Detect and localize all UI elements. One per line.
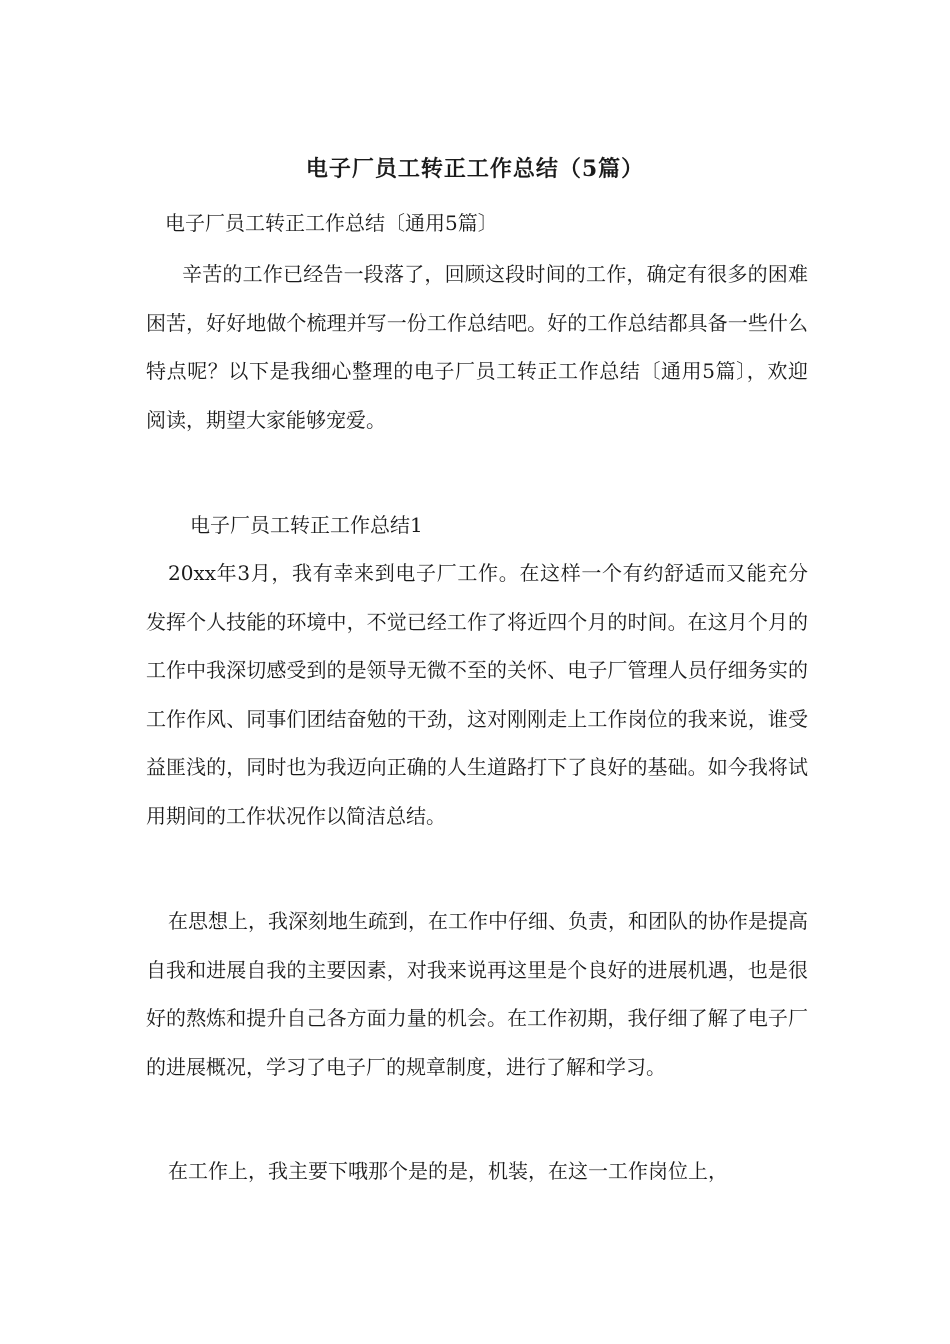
body-paragraph: 在工作上，我主要下哦那个是的是，机装，在这一工作岗位上，: [168, 1159, 728, 1183]
body-paragraph: 在思想上，我深刻地生疏到，在工作中仔细、负责，和团队的协作是提高自我和进展自我的主要因素，对我来说再这里是个良好的进展机遇，也是很好的熬炼和提升自己各方面力量的机会。在工作初期，我仔细了解了电子厂的进展概况，学习了电子厂的规章制度，进行了解和学习。: [146, 909, 808, 1079]
document-subtitle: 电子厂员工转正工作总结〔通用5篇〕: [165, 211, 498, 235]
intro-paragraph: 辛苦的工作已经告一段落了，回顾这段时间的工作，确定有很多的困难困苦，好好地做个梳理并写一份工作总结吧。好的工作总结都具备一些什么特点呢？以下是我细心整理的电子厂员工转正工作总结〔通用5篇〕，欢迎阅读，期望大家能够宠爱。: [146, 262, 808, 432]
document-title: 电子厂员工转正工作总结（5篇）: [305, 156, 645, 182]
section-heading: 电子厂员工转正工作总结1: [190, 513, 423, 537]
body-paragraph: 20xx年3月，我有幸来到电子厂工作。在这样一个有约舒适而又能充分发挥个人技能的环境中，不觉已经工作了将近四个月的时间。在这月个月的工作中我深切感受到的是领导无微不至的关怀、电子厂管理人员仔细务实的工作作风、同事们团结奋勉的干劲，这对刚刚走上工作岗位的我来说，谁受益匪浅的，同时也为我迈向正确的人生道路打下了良好的基础。如今我将试用期间的工作状况作以简洁总结。: [146, 561, 808, 828]
